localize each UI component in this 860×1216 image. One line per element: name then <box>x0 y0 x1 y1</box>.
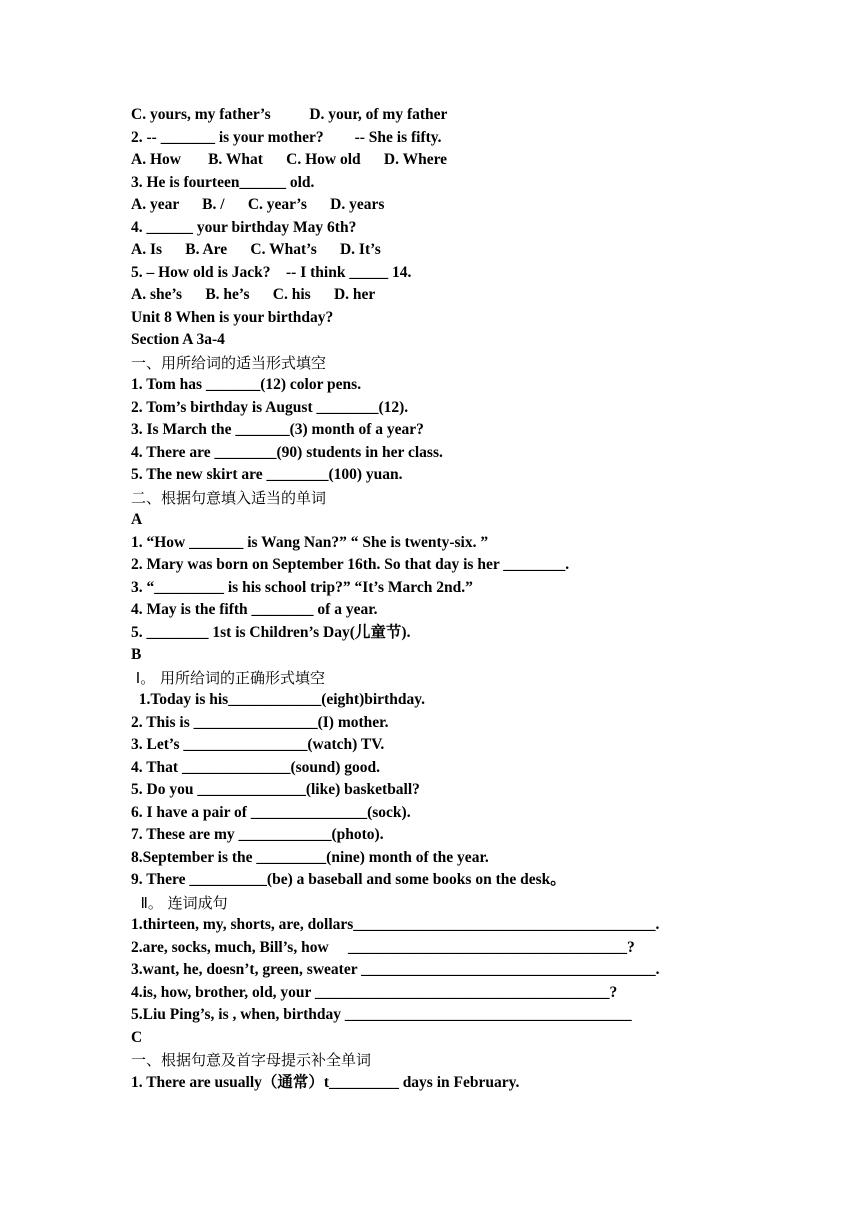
text-line: 2. -- _______ is your mother? -- She is fifty. <box>131 128 442 146</box>
text-line: 3. He is fourteen______ old. <box>131 173 315 191</box>
text-line: 2. This is ________________(I) mother. <box>131 713 389 731</box>
text-line: 1.Today is his____________(eight)birthday. <box>131 691 425 708</box>
text-line: 3. Is March the _______(3) month of a year? <box>131 421 424 438</box>
text-line: 5. ________ 1st is Children’s Day(儿童节). <box>131 623 411 641</box>
text-line: A <box>131 511 143 528</box>
text-line: 5. The new skirt are ________(100) yuan. <box>131 466 403 483</box>
text-line: 3. “_________ is his school trip?” “It’s March 2nd.” <box>131 578 473 596</box>
text-line: 4. ______ your birthday May 6th? <box>131 218 357 236</box>
text-line: 5.Liu Ping’s, is , when, birthday _____________________________________ <box>131 1006 632 1023</box>
text-line: 5. Do you ______________(like) basketball? <box>131 781 420 798</box>
text-line: C. yours, my father’s D. your, of my father <box>131 106 448 123</box>
document-body <box>131 104 831 1094</box>
section-heading: Ⅰ。 用所给词的正确形式填空 <box>131 668 325 687</box>
text-line: 1. “How _______ is Wang Nan?” “ She is twenty-six. ” <box>131 533 489 551</box>
text-line: 2.are, socks, much, Bill’s, how ____________________________________? <box>131 938 635 956</box>
text-line: A. How B. What C. How old D. Where <box>131 151 448 168</box>
text-line: C <box>131 1028 143 1046</box>
section-heading: 一、用所给词的适当形式填空 <box>131 353 327 372</box>
section-heading: 二、根据句意填入适当的单词 <box>131 488 327 507</box>
text-line: Unit 8 When is your birthday? <box>131 308 334 326</box>
text-line: 7. These are my ____________(photo). <box>131 826 384 843</box>
text-line: 2. Mary was born on September 16th. So that day is her ________. <box>131 556 570 573</box>
text-line: A. Is B. Are C. What’s D. It’s <box>131 241 381 258</box>
text-line: Section A 3a-4 <box>131 331 225 348</box>
text-line: 1. Tom has _______(12) color pens. <box>131 376 362 393</box>
section-heading: Ⅱ。 连词成句 <box>131 893 228 912</box>
text-line: 3.want, he, doesn’t, green, sweater ______________________________________. <box>131 961 660 978</box>
text-line: 2. Tom’s birthday is August ________(12). <box>131 398 409 416</box>
text-line: A. she’s B. he’s C. his D. her <box>131 286 376 303</box>
text-line: 4. May is the fifth ________ of a year. <box>131 601 378 618</box>
text-line: 4. That ______________(sound) good. <box>131 758 381 776</box>
text-line: 4. There are ________(90) students in her class. <box>131 443 443 461</box>
text-line: 8.September is the _________(nine) month of the year. <box>131 848 489 866</box>
text-line: 5. – How old is Jack? -- I think _____ 14. <box>131 263 412 281</box>
text-line: 3. Let’s ________________(watch) TV. <box>131 736 385 753</box>
text-line: 1. There are usually（通常）t_________ days in February. <box>131 1073 520 1091</box>
text-line: 1.thirteen, my, shorts, are, dollars_______________________________________. <box>131 916 660 933</box>
text-line: 4.is, how, brother, old, your ______________________________________? <box>131 983 618 1001</box>
text-line: A. year B. / C. year’s D. years <box>131 196 385 213</box>
text-line: B <box>131 646 142 663</box>
text-line: 6. I have a pair of _______________(sock). <box>131 803 411 821</box>
text-line: 9. There __________(be) a baseball and some books on the desk。 <box>131 871 566 888</box>
section-heading: 一、根据句意及首字母提示补全单词 <box>131 1051 372 1069</box>
